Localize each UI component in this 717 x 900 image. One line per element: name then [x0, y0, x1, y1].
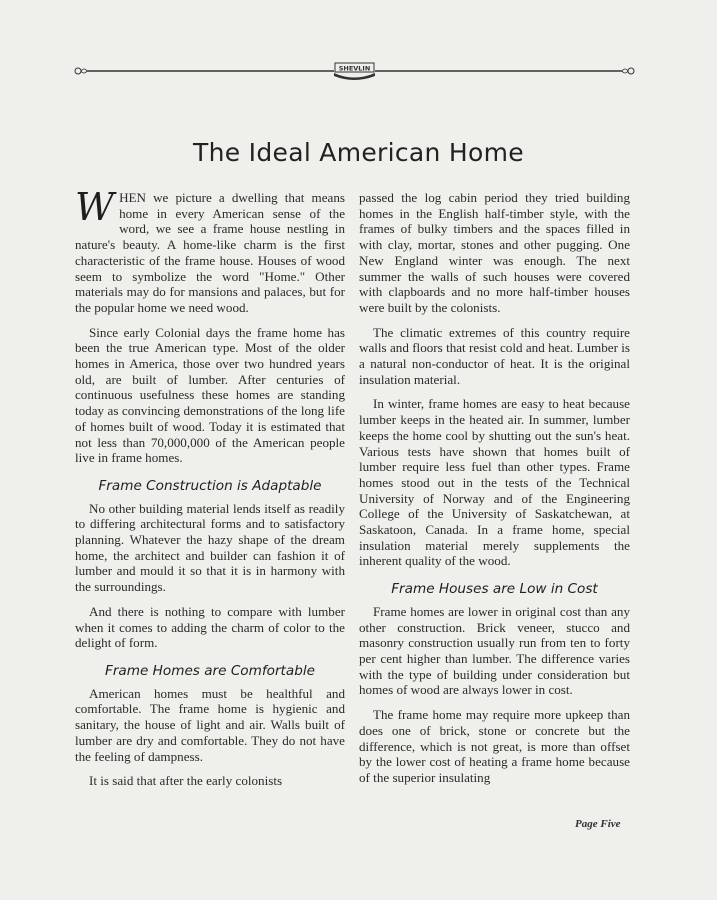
- paragraph: The climatic extremes of this country require walls and floors that resist cold and heat. Lumber is a natural non-conductor of heat. It is the original insulation material.: [359, 324, 630, 387]
- decorative-rule-icon: [72, 60, 637, 82]
- paragraph: Frame homes are lower in original cost than any other construction. Brick veneer, stucco and masonry construction usually run from ten to forty per cent higher than lumber. The difference varies with the type of building under consideration but homes of wood are always lower in cost.: [359, 603, 630, 698]
- page-title: The Ideal American Home: [193, 138, 524, 167]
- paragraph: The frame home may require more upkeep than does one of brick, stone or concrete but the difference, which is not great, is more than offset by the lower cost of heating a frame home because of the superior insulating: [359, 707, 630, 785]
- paragraph: Since early Colonial days the frame home has been the true American type. Most of the older homes in America, those over two hundred years old, are built of lumber. After centuries of continuous usefulness these homes are standing today as convincing demonstrations of the long life of homes built of wood. Today it is estimated that not less than 70,000,000 of the American people live in frame homes.: [75, 324, 345, 466]
- emblem-icon: [334, 63, 375, 80]
- page-number: Page Five: [575, 818, 621, 830]
- paragraph: In winter, frame homes are easy to heat because lumber keeps in the heated air. In summer, lumber keeps the home cool by shutting out the sun's heat. Various tests have shown that homes built of lumber require less fuel than other types. Frame homes stood out in the tests of the Technical University of Norway and of the Engineering College of the University of Saskatchewan, at Saskatoon, Canada. In a frame home, special insulation material merely supplements the inherent quality of the wood.: [359, 396, 630, 569]
- paragraph: No other building material lends itself as readily to differing architectural forms and to satisfactory planning. Whatever the hazy shape of the dream home, the architect and builder can fashion it of lumber and mould it so that it is in harmony with the surroundings.: [75, 500, 345, 595]
- paragraph: It is said that after the early colonists: [89, 773, 283, 789]
- paragraph: [75, 185, 345, 316]
- section-heading: Frame Construction is Adaptable: [98, 477, 322, 494]
- right-column: [359, 190, 630, 795]
- paragraph-text: HEN we picture a dwelling that means home in every American sense of the word, we see a frame house nestling in nature's beauty. A home-like charm is the first characteristic of the frame house. Houses of wood seem to symbolize the word "Home." Other materials may do for mansions and palaces, but for the popular home we need wood.: [75, 190, 345, 315]
- section-heading: Frame Homes are Comfortable: [105, 662, 315, 679]
- paragraph: And there is nothing to compare with lumber when it comes to adding the charm of color to the delight of form.: [75, 603, 345, 651]
- paragraph: American homes must be healthful and comfortable. The frame home is hygienic and sanitary, the house of light and air. Walls built of lumber are dry and comfortable. They do not have the feeling of dampness.: [75, 685, 345, 764]
- emblem-text: SHEVLIN: [338, 64, 371, 73]
- section-heading: Frame Houses are Low in Cost: [391, 581, 598, 598]
- drop-cap: W: [75, 185, 115, 229]
- paragraph: passed the log cabin period they tried building homes in the English half-timber style, with the frames of bulky timbers and the spaces filled in with clay, mortar, stones and other pugging. One New England winter was enough. The next summer the walls of such houses were covered with clapboards and no more half-timber houses were built by the colonists.: [359, 190, 630, 315]
- left-column: [75, 185, 345, 798]
